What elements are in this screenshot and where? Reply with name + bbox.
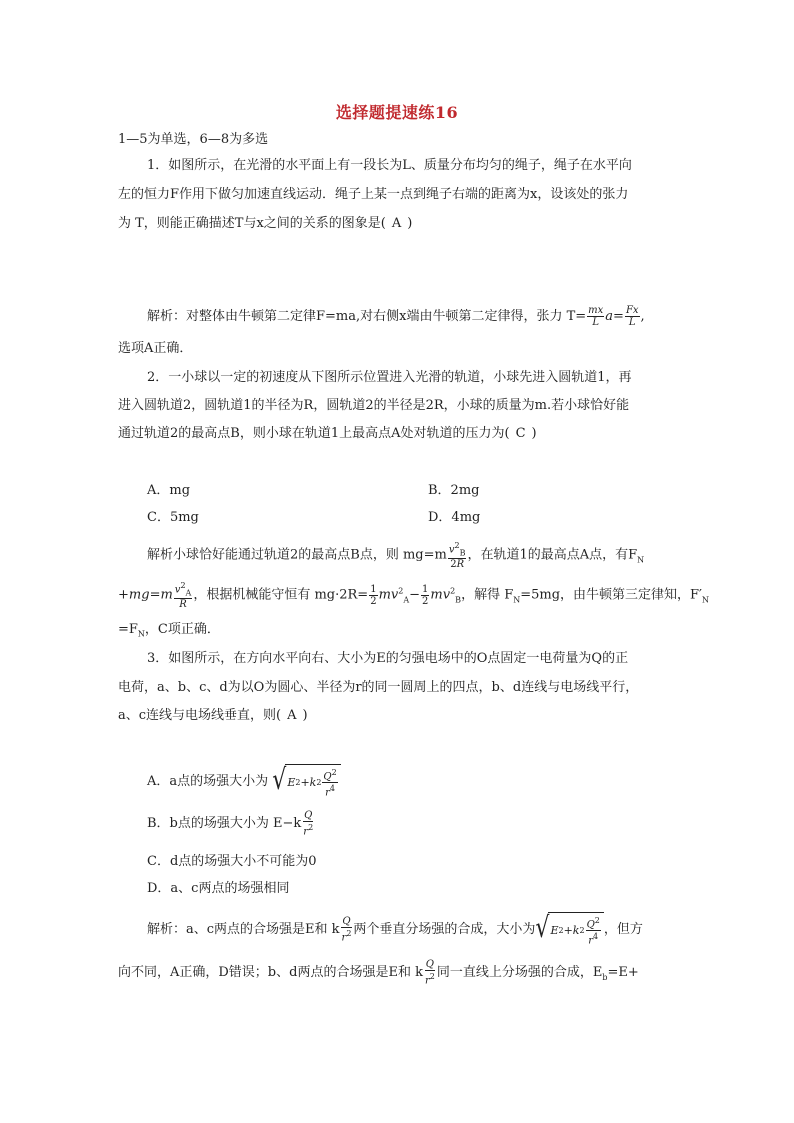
q2-fraction-half-2: $\frac{1}{2}$ — [422, 583, 429, 607]
q3-solution-text-2: 两个垂直分场强的合成，大小为 — [353, 921, 536, 937]
q1-solution-text: 解析：对整体由牛顿第二定律F=ma,对右侧x端由牛顿第二定律得，张力 T= — [147, 309, 587, 324]
q2-solution-text-1: 解析小球恰好能通过轨道2的最高点B点，则 mg=m — [147, 547, 447, 563]
q1-line3 — [118, 215, 678, 233]
q2-line3 — [118, 425, 678, 443]
q3-option-a-text: A．a点的场强大小为 — [147, 773, 269, 789]
q1-answer: A — [391, 216, 402, 231]
intro-text: 1—5为单选，6—8为多选 — [118, 132, 269, 147]
q2-fraction-half-1: $\frac{1}{2}$ — [370, 583, 377, 607]
q2-solution-line1: 解析小球恰好能通过轨道2的最高点B点，则 mg=m $\frac{v^2_B}{2R}$ ，在轨道1的最高点A点，有$F_N$ — [147, 541, 645, 571]
q3-solution-line1 — [147, 912, 678, 947]
q3-option-d: D．a、c两点的场强相同 — [147, 881, 290, 896]
q2-solution-text-3: ，根据机械能守恒有 mg·2R= — [193, 587, 369, 603]
q2-fraction-va2-r: $\frac{v^2_A}{R}$ — [174, 581, 192, 611]
q1-solution: 解析：对整体由牛顿第二定律F=ma,对右侧x端由牛顿第二定律得，张力 T= $\frac{mx}{L}$ a= $\frac{Fx}{L}$ , — [147, 305, 645, 328]
q1-fraction-fx-l: $\frac{Fx}{L}$ — [625, 305, 639, 328]
q2-solution-line2: +mg=m $\frac{v^2_A}{R}$ ，根据机械能守恒有 mg·2R= $\frac{1}{2}$ $mv^2_A-$ $\frac{1}{2}$ $mv^2_B$，解得 $F_N=5mg$，由牛顿第三定律知，$F'_N$ — [118, 581, 710, 611]
q3-solution-text-4: 向不同，A正确，D错误；b、d两点的合场强是E和 k — [118, 965, 423, 981]
q3-fraction-q-r2-2: $\frac{Q}{r^2}$ — [424, 959, 435, 987]
q2-stem-end: 通过轨道2的最高点B，则小球在轨道1上最高点A处对轨道的压力为( — [118, 426, 510, 441]
q3-solution-sqrt: √ E 2 + k 2 $\frac{Q^2}{r^4}$ — [535, 912, 603, 947]
q3-stem-end: a、c连线与电场线垂直，则( — [118, 708, 282, 723]
q3-option-b-fraction: $\frac{Q}{r^2}$ — [303, 810, 314, 838]
q3-solution-text-6: =E+ — [607, 965, 639, 981]
page-title: 选择题提速练16 — [335, 103, 459, 122]
q2-option-d: D．4mg — [428, 510, 481, 525]
q1-fraction-mx-l: $\frac{mx}{L}$ — [588, 305, 604, 328]
q2-line1: 2．一小球以一定的初速度从下图所示位置进入光滑的轨道，小球先进入圆轨道1，再 — [147, 370, 632, 385]
q3-option-b-text: B．b点的场强大小为 E−k — [147, 816, 302, 832]
q3-line1: 3．如图所示，在方向水平向右、大小为E的匀强电场中的O点固定一电荷量为Q的正 — [147, 651, 629, 666]
q3-option-a-sqrt: √ E 2 + k 2 $\frac{Q^2}{r^4}$ — [272, 764, 340, 799]
q2-answer: C — [515, 426, 526, 441]
q2-option-c: C．5mg — [147, 510, 199, 525]
q2-solution-text-4: ，解得 F — [461, 587, 514, 603]
q3-line2: 电荷，a、b、c、d为以O为圆心、半径为r的同一圆周上的四点，b、d连线与电场线平行， — [118, 680, 639, 695]
q2-solution-text-2: ，在轨道1的最高点A点，有F — [467, 547, 638, 563]
q2-paren-close: ) — [531, 426, 537, 441]
q2-solution-text-7: ，C项正确． — [144, 622, 220, 637]
q1-solution-line2: 选项A正确． — [118, 341, 193, 356]
q1-line2: 左的恒力F作用下做匀加速直线运动．绳子上某一点到绳子右端的距离为x，设该处的张力 — [118, 187, 629, 202]
q3-answer: A — [287, 708, 297, 723]
q1-stem-end: 为 T，则能正确描述T与x之间的关系的图象是( — [118, 216, 386, 231]
q2-option-b: B．2mg — [428, 483, 480, 498]
q3-solution-text-5: 同一直线上分场强的合成，E — [436, 965, 603, 981]
q3-solution-text-3: ，但方 — [603, 921, 643, 937]
q1-line1: 1．如图所示，在光滑的水平面上有一段长为L、质量分布均匀的绳子，绳子在水平向 — [147, 158, 632, 173]
q1-figure-area — [118, 245, 678, 275]
q3-option-b — [147, 810, 315, 837]
q3-option-c: C．d点的场强大小不可能为0 — [147, 854, 317, 869]
q3-line3 — [118, 707, 678, 725]
q2-fraction-vb2-2r: $\frac{v^2_B}{2R}$ — [448, 541, 466, 571]
q2-solution-text-6: =F — [118, 622, 138, 637]
q3-paren-close: ) — [302, 708, 308, 723]
q2-option-a: A．mg — [147, 483, 191, 498]
q2-solution-line3: $=F_N$，C项正确． — [118, 622, 220, 639]
q1-paren-close: ) — [407, 216, 413, 231]
q3-option-a — [147, 764, 341, 799]
q2-line2: 进入圆轨道2，圆轨道1的半径为R，圆轨道2的半径是2R，小球的质量为m.若小球恰好能 — [118, 398, 630, 413]
q3-solution-line2: 向不同，A正确，D错误；b、d两点的合场强是E和 k $\frac{Q}{r^2}$ 同一直线上分场强的合成，$E_b=E+$ — [118, 959, 639, 987]
q3-solution-text-1: 解析：a、c两点的合场强是E和 k — [147, 921, 340, 937]
q2-solution-text-5: =5mg，由牛顿第三定律知，F′ — [520, 587, 703, 603]
q3-fraction-q-r2-1: $\frac{Q}{r^2}$ — [341, 915, 352, 943]
